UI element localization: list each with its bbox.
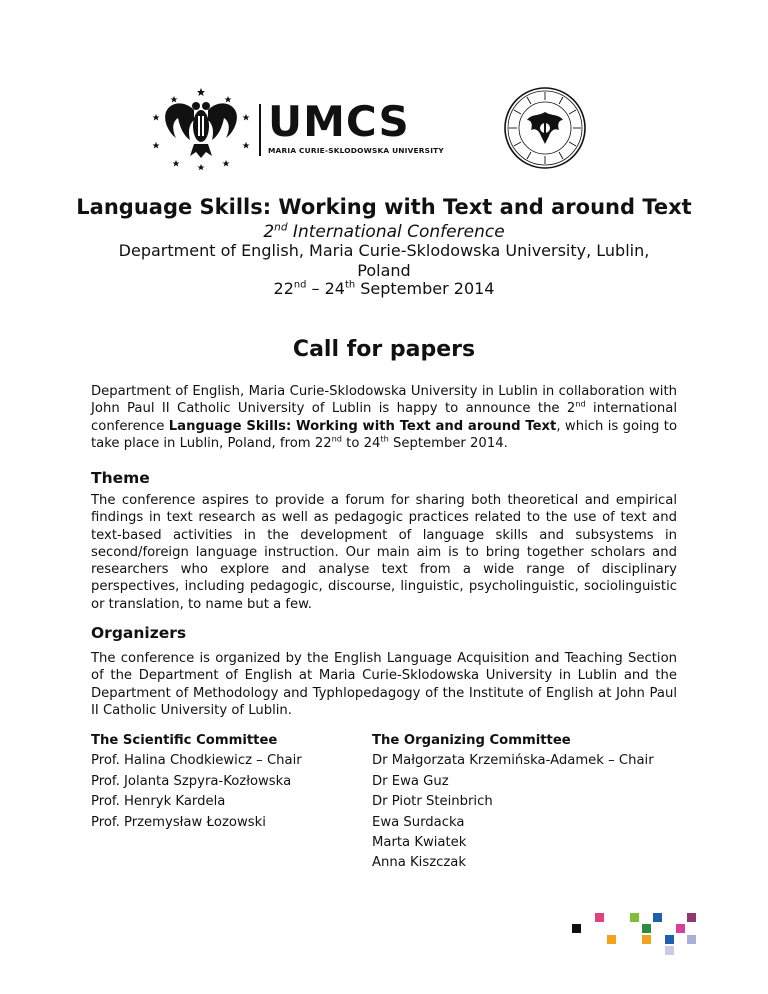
conference-subtitle <box>0 222 768 242</box>
mosaic-square <box>642 935 651 944</box>
list-item: Prof. Halina Chodkiewicz – Chair <box>91 753 302 769</box>
mosaic-square <box>595 913 604 922</box>
list-item: Anna Kiszczak <box>372 855 467 871</box>
mosaic-square <box>607 935 616 944</box>
theme-heading: Theme <box>91 469 150 487</box>
scientific-committee-heading: The Scientific Committee <box>91 733 278 748</box>
scientific-committee <box>91 731 302 833</box>
umcs-eagle-logo <box>150 86 252 170</box>
list-item: Dr Ewa Guz <box>372 773 449 789</box>
mosaic-square <box>630 913 639 922</box>
date-end-suffix: th <box>344 279 356 291</box>
date-month-year: September 2014 <box>355 279 495 298</box>
date-start-day: 22 <box>273 279 294 298</box>
mosaic-square <box>642 924 651 933</box>
mosaic-square <box>653 913 662 922</box>
mosaic-square <box>665 946 674 955</box>
conference-title: Language Skills: Working with Text and around Text <box>76 195 692 219</box>
intro-paragraph <box>91 383 677 452</box>
mosaic-square <box>687 913 696 922</box>
intro-sup-3: th <box>380 433 389 444</box>
subtitle-text: International Conference <box>287 222 505 242</box>
intro-text-3: , which is going to take place in Lublin, Poland, from 22 <box>91 418 678 451</box>
logo-divider <box>259 104 261 156</box>
intro-text-4: to 24 <box>341 435 381 451</box>
umcs-wordmark: UMCS <box>268 97 410 146</box>
organizers-paragraph: The conference is organized by the English Language Acquisition and Teaching Section of the Department of English at Maria Curie-Sklodowska University in Lublin and the Department of Methodology and Typhlopedagogy of the Institute of English at John Paul II Catholic University of Lublin. <box>91 651 677 718</box>
list-item: Dr Piotr Steinbrich <box>372 794 493 810</box>
list-item: Prof. Przemysław Łozowski <box>91 814 266 830</box>
department-line-2: Poland <box>357 261 411 280</box>
department-line-1: Department of English, Maria Curie-Sklodowska University, Lublin, <box>118 241 650 260</box>
subtitle-ordinal-suffix: nd <box>274 221 288 234</box>
organizing-committee-heading: The Organizing Committee <box>372 733 571 748</box>
decorative-mosaic <box>570 910 720 970</box>
date-end-day: – 24 <box>306 279 345 298</box>
conference-dates <box>0 279 768 299</box>
date-start-suffix: nd <box>293 279 307 291</box>
mosaic-square <box>665 935 674 944</box>
list-item: Marta Kwiatek <box>372 835 467 851</box>
intro-sup-2: nd <box>331 433 342 444</box>
organizers-heading: Organizers <box>91 624 187 642</box>
kul-seal-icon <box>503 86 587 170</box>
list-item: Prof. Jolanta Szpyra-Kozłowska <box>91 773 292 789</box>
intro-text-5: September 2014. <box>388 435 508 451</box>
umcs-wordmark-subtitle: MARIA CURIE-SKLODOWSKA UNIVERSITY <box>268 146 444 155</box>
theme-paragraph: The conference aspires to provide a forum for sharing both theoretical and empirical findings in text research as well as pedagogic practices related to the use of text and text-based activities in the development of language skills and subsystems in second/foreign language instruction. Our main aim is to bring together scholars and researchers who explore and analyse text from a wide range of disciplinary perspectives, including pedagogic, discourse, linguistic, psycholinguistic, sociolinguistic or translation, to name but a few. <box>91 493 677 612</box>
mosaic-square <box>687 935 696 944</box>
list-item: Ewa Surdacka <box>372 814 465 830</box>
mosaic-square <box>572 924 581 933</box>
list-item: Dr Małgorzata Krzemińska-Adamek – Chair <box>372 753 654 769</box>
intro-bold-title: Language Skills: Working with Text and around Text <box>168 418 557 434</box>
subtitle-ordinal: 2 <box>263 222 275 242</box>
department-location <box>0 241 768 281</box>
mosaic-square <box>676 924 685 933</box>
organizing-committee <box>372 731 654 874</box>
list-item: Prof. Henryk Kardela <box>91 794 226 810</box>
intro-text-2: international conference <box>91 401 677 434</box>
intro-text-1: Department of English, Maria Curie-Sklodowska University in Lublin in collaboration with John Paul II Catholic University of Lublin is happy to announce the 2 <box>91 384 677 417</box>
intro-sup-1: nd <box>575 398 586 409</box>
call-for-papers-heading: Call for papers <box>292 337 476 362</box>
